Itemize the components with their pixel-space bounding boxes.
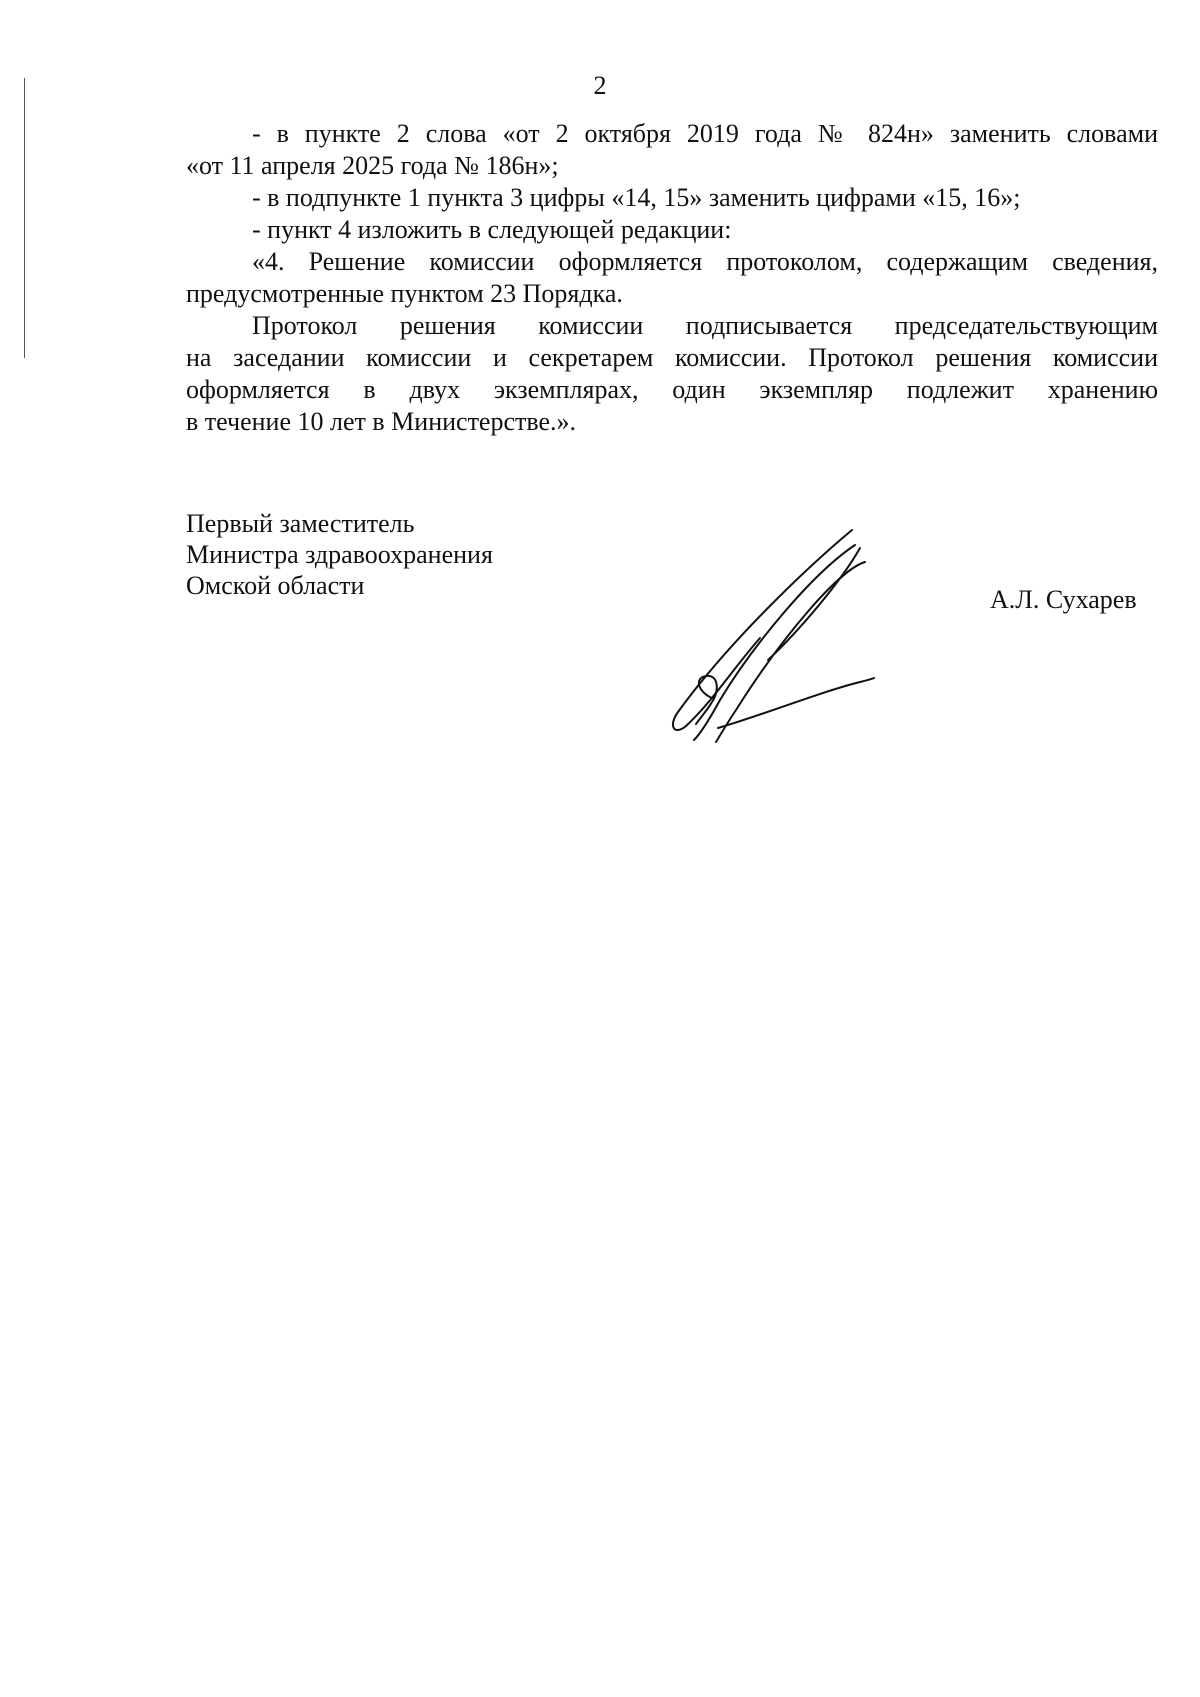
text-line: - в пункте 2 слова «от 2 октября 2019 года № 824н» заменить словами: [252, 119, 1158, 148]
text-line: оформляется в двух экземплярах, один экземпляр подлежит хранению: [186, 375, 1158, 404]
page-number: 2: [593, 71, 607, 100]
signatory-title-line: Министра здравоохранения: [186, 540, 493, 569]
text-line: - пункт 4 изложить в следующей редакции:: [252, 215, 732, 244]
text-line: «4. Решение комиссии оформляется протоколом, содержащим сведения,: [252, 247, 1158, 276]
text-line: предусмотренные пунктом 23 Порядка.: [186, 279, 623, 308]
signatory-title-line: Омской области: [186, 571, 365, 600]
scan-edge-line: [24, 78, 25, 358]
text-line: - в подпункте 1 пункта 3 цифры «14, 15» заменить цифрами «15, 16»;: [252, 183, 1021, 212]
amendment-text: [186, 118, 1158, 438]
text-line: Протокол решения комиссии подписывается председательствующим: [252, 311, 1158, 340]
signatory-title: [186, 508, 493, 601]
text-line: «от 11 апреля 2025 года № 186н»;: [186, 151, 559, 180]
text-line: в течение 10 лет в Министерстве.».: [186, 407, 577, 436]
text-line: на заседании комиссии и секретарем комиссии. Протокол решения комиссии: [186, 343, 1158, 372]
handwritten-signature: [660, 520, 880, 750]
signer-name: А.Л. Сухарев: [990, 585, 1137, 614]
signatory-title-line: Первый заместитель: [186, 509, 415, 538]
